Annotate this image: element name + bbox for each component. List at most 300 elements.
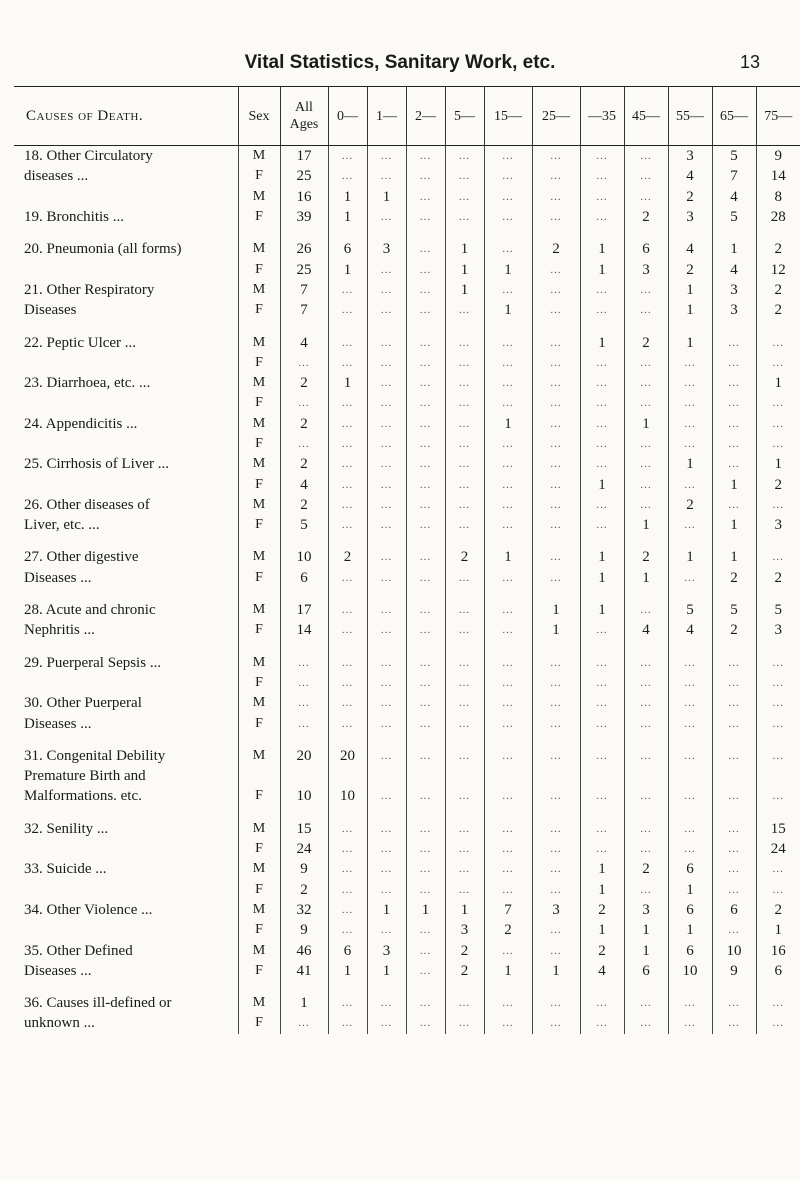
age-group-cell: ... bbox=[580, 620, 624, 640]
age-group-cell: ... bbox=[756, 993, 800, 1013]
cause-cell: 33. Suicide ... bbox=[24, 861, 107, 878]
age-group-cell: ... bbox=[406, 393, 445, 413]
age-group-cell: ... bbox=[624, 819, 668, 839]
header-age-15: 15— bbox=[484, 87, 532, 146]
sex-cell: F bbox=[238, 880, 280, 900]
age-group-cell: 1 bbox=[712, 547, 756, 567]
age-group-cell: ... bbox=[668, 474, 712, 494]
all-ages-cell bbox=[280, 641, 328, 653]
age-group-cell: ... bbox=[367, 1013, 406, 1033]
age-group-cell: ... bbox=[328, 332, 367, 352]
table-row bbox=[14, 227, 800, 239]
age-group-cell: ... bbox=[532, 434, 580, 454]
age-group-cell bbox=[712, 981, 756, 993]
sex-cell: F bbox=[238, 166, 280, 186]
sex-cell: M bbox=[238, 940, 280, 960]
age-group-cell bbox=[668, 588, 712, 600]
age-group-cell: ... bbox=[406, 280, 445, 300]
age-group-cell: ... bbox=[484, 713, 532, 733]
age-group-cell: 1 bbox=[580, 239, 624, 259]
age-group-cell: ... bbox=[668, 414, 712, 434]
header-age-75: 75— bbox=[756, 87, 800, 146]
cause-cell bbox=[14, 588, 238, 600]
age-group-cell: ... bbox=[367, 859, 406, 879]
age-group-cell bbox=[532, 807, 580, 819]
all-ages-cell: 10 bbox=[280, 547, 328, 567]
age-group-cell: ... bbox=[367, 515, 406, 535]
age-group-cell: 28 bbox=[756, 207, 800, 227]
age-group-cell: 1 bbox=[328, 259, 367, 279]
age-group-cell: ... bbox=[532, 819, 580, 839]
age-group-cell: ... bbox=[445, 207, 484, 227]
sex-cell: F bbox=[238, 713, 280, 733]
age-group-cell: 1 bbox=[367, 900, 406, 920]
age-group-cell: ... bbox=[580, 653, 624, 673]
age-group-cell: 1 bbox=[624, 920, 668, 940]
age-group-cell bbox=[445, 535, 484, 547]
age-group-cell: ... bbox=[532, 880, 580, 900]
age-group-cell bbox=[668, 641, 712, 653]
age-group-cell: ... bbox=[668, 373, 712, 393]
age-group-cell bbox=[756, 588, 800, 600]
age-group-cell: 2 bbox=[624, 332, 668, 352]
age-group-cell: ... bbox=[712, 693, 756, 713]
age-group-cell: ... bbox=[328, 713, 367, 733]
age-group-cell: ... bbox=[328, 146, 367, 167]
age-group-cell: ... bbox=[580, 515, 624, 535]
sex-cell: F bbox=[238, 259, 280, 279]
age-group-cell: 5 bbox=[712, 146, 756, 167]
age-group-cell: ... bbox=[532, 746, 580, 766]
age-group-cell: ... bbox=[580, 713, 624, 733]
age-group-cell bbox=[580, 227, 624, 239]
age-group-cell bbox=[712, 588, 756, 600]
age-group-cell: 1 bbox=[756, 373, 800, 393]
age-group-cell: ... bbox=[532, 414, 580, 434]
age-group-cell: ... bbox=[367, 454, 406, 474]
age-group-cell: ... bbox=[484, 434, 532, 454]
age-group-cell: ... bbox=[580, 993, 624, 1013]
age-group-cell: ... bbox=[367, 746, 406, 766]
age-group-cell bbox=[756, 320, 800, 332]
age-group-cell: 24 bbox=[756, 839, 800, 859]
all-ages-cell bbox=[280, 535, 328, 547]
age-group-cell bbox=[484, 588, 532, 600]
age-group-cell: ... bbox=[445, 993, 484, 1013]
age-group-cell: 2 bbox=[756, 474, 800, 494]
age-group-cell: 10 bbox=[328, 786, 367, 806]
age-group-cell: 1 bbox=[328, 187, 367, 207]
table-row bbox=[14, 300, 800, 320]
age-group-cell: ... bbox=[532, 373, 580, 393]
age-group-cell: 3 bbox=[445, 920, 484, 940]
table-row bbox=[14, 734, 800, 746]
age-group-cell: 10 bbox=[712, 940, 756, 960]
age-group-cell bbox=[406, 588, 445, 600]
age-group-cell: 16 bbox=[756, 940, 800, 960]
age-group-cell: ... bbox=[445, 373, 484, 393]
cause-cell: Diseases ... bbox=[24, 715, 92, 732]
age-group-cell: ... bbox=[484, 515, 532, 535]
age-group-cell: ... bbox=[406, 920, 445, 940]
sex-cell: F bbox=[238, 300, 280, 320]
sex-cell: F bbox=[238, 207, 280, 227]
sex-cell: M bbox=[238, 819, 280, 839]
age-group-cell bbox=[712, 641, 756, 653]
table-row bbox=[14, 434, 800, 454]
age-group-cell: ... bbox=[484, 332, 532, 352]
age-group-cell: 5 bbox=[712, 600, 756, 620]
age-group-cell bbox=[328, 535, 367, 547]
age-group-cell: ... bbox=[532, 166, 580, 186]
age-group-cell: ... bbox=[580, 300, 624, 320]
age-group-cell: ... bbox=[367, 819, 406, 839]
cause-cell: 18. Other Circulatory bbox=[24, 148, 153, 165]
age-group-cell bbox=[756, 981, 800, 993]
header-age-35: —35 bbox=[580, 87, 624, 146]
age-group-cell bbox=[328, 981, 367, 993]
age-group-cell: 6 bbox=[668, 900, 712, 920]
age-group-cell: ... bbox=[406, 746, 445, 766]
age-group-cell bbox=[532, 320, 580, 332]
age-group-cell: ... bbox=[580, 280, 624, 300]
age-group-cell: 1 bbox=[624, 414, 668, 434]
age-group-cell bbox=[406, 227, 445, 239]
age-group-cell: ... bbox=[406, 239, 445, 259]
age-group-cell: 3 bbox=[624, 900, 668, 920]
header-row bbox=[14, 87, 800, 146]
sex-cell bbox=[238, 588, 280, 600]
age-group-cell: ... bbox=[668, 568, 712, 588]
age-group-cell: ... bbox=[712, 673, 756, 693]
age-group-cell bbox=[445, 981, 484, 993]
sex-cell bbox=[238, 320, 280, 332]
age-group-cell: ... bbox=[406, 940, 445, 960]
table-row bbox=[14, 786, 800, 806]
age-group-cell: 4 bbox=[668, 620, 712, 640]
age-group-cell: 2 bbox=[445, 961, 484, 981]
cause-cell: 29. Puerperal Sepsis ... bbox=[24, 654, 162, 671]
age-group-cell: ... bbox=[445, 673, 484, 693]
age-group-cell: ... bbox=[406, 568, 445, 588]
cause-cell: Premature Birth and bbox=[24, 768, 146, 785]
table-row bbox=[14, 474, 800, 494]
age-group-cell bbox=[328, 588, 367, 600]
all-ages-cell bbox=[280, 981, 328, 993]
age-group-cell: ... bbox=[406, 713, 445, 733]
age-group-cell bbox=[406, 981, 445, 993]
age-group-cell: 5 bbox=[712, 207, 756, 227]
table-body bbox=[14, 146, 800, 1034]
age-group-cell: ... bbox=[484, 653, 532, 673]
age-group-cell: ... bbox=[367, 434, 406, 454]
age-group-cell: ... bbox=[712, 713, 756, 733]
table-row bbox=[14, 900, 800, 920]
age-group-cell: ... bbox=[532, 993, 580, 1013]
all-ages-cell: ... bbox=[280, 673, 328, 693]
cause-cell bbox=[14, 920, 238, 940]
all-ages-cell: 32 bbox=[280, 900, 328, 920]
age-group-cell: ... bbox=[624, 146, 668, 167]
age-group-cell bbox=[367, 807, 406, 819]
all-ages-cell: 4 bbox=[280, 474, 328, 494]
age-group-cell bbox=[712, 766, 756, 786]
age-group-cell bbox=[580, 766, 624, 786]
age-group-cell: ... bbox=[367, 353, 406, 373]
all-ages-cell: 6 bbox=[280, 568, 328, 588]
age-group-cell: ... bbox=[532, 187, 580, 207]
age-group-cell: ... bbox=[367, 547, 406, 567]
age-group-cell: ... bbox=[580, 693, 624, 713]
age-group-cell: 1 bbox=[580, 880, 624, 900]
age-group-cell: 5 bbox=[668, 600, 712, 620]
sex-cell bbox=[238, 734, 280, 746]
age-group-cell bbox=[445, 734, 484, 746]
age-group-cell bbox=[445, 588, 484, 600]
age-group-cell: ... bbox=[624, 495, 668, 515]
age-group-cell: ... bbox=[406, 786, 445, 806]
table-row bbox=[14, 414, 800, 434]
age-group-cell: 2 bbox=[756, 568, 800, 588]
age-group-cell: ... bbox=[445, 495, 484, 515]
header-age-65: 65— bbox=[712, 87, 756, 146]
age-group-cell: ... bbox=[624, 187, 668, 207]
age-group-cell: 2 bbox=[532, 239, 580, 259]
age-group-cell: ... bbox=[668, 819, 712, 839]
age-group-cell: 1 bbox=[445, 280, 484, 300]
age-group-cell: ... bbox=[756, 713, 800, 733]
age-group-cell: ... bbox=[532, 673, 580, 693]
age-group-cell: ... bbox=[367, 600, 406, 620]
header-age-5: 5— bbox=[445, 87, 484, 146]
age-group-cell: 1 bbox=[484, 961, 532, 981]
table-row bbox=[14, 641, 800, 653]
age-group-cell: ... bbox=[445, 819, 484, 839]
table-row bbox=[14, 807, 800, 819]
age-group-cell: ... bbox=[712, 819, 756, 839]
age-group-cell bbox=[445, 320, 484, 332]
cause-cell bbox=[14, 227, 238, 239]
age-group-cell: ... bbox=[484, 993, 532, 1013]
age-group-cell: 4 bbox=[624, 620, 668, 640]
age-group-cell: ... bbox=[712, 1013, 756, 1033]
cause-cell bbox=[14, 474, 238, 494]
age-group-cell: 4 bbox=[668, 166, 712, 186]
age-group-cell bbox=[367, 227, 406, 239]
age-group-cell: ... bbox=[406, 993, 445, 1013]
age-group-cell: ... bbox=[406, 414, 445, 434]
age-group-cell: 1 bbox=[580, 568, 624, 588]
age-group-cell: ... bbox=[367, 146, 406, 167]
age-group-cell: ... bbox=[445, 693, 484, 713]
age-group-cell: ... bbox=[532, 146, 580, 167]
all-ages-cell: 14 bbox=[280, 620, 328, 640]
age-group-cell: ... bbox=[406, 673, 445, 693]
age-group-cell: 1 bbox=[624, 568, 668, 588]
age-group-cell: ... bbox=[624, 353, 668, 373]
age-group-cell: ... bbox=[532, 920, 580, 940]
age-group-cell: ... bbox=[367, 713, 406, 733]
all-ages-cell: 5 bbox=[280, 515, 328, 535]
age-group-cell: 1 bbox=[484, 414, 532, 434]
table-row bbox=[14, 373, 800, 393]
table-row bbox=[14, 940, 800, 960]
age-group-cell: ... bbox=[624, 1013, 668, 1033]
age-group-cell: ... bbox=[328, 434, 367, 454]
age-group-cell: ... bbox=[367, 300, 406, 320]
age-group-cell: ... bbox=[532, 1013, 580, 1033]
age-group-cell: ... bbox=[624, 786, 668, 806]
age-group-cell: ... bbox=[668, 653, 712, 673]
age-group-cell: ... bbox=[484, 353, 532, 373]
cause-cell: 31. Congenital Debility bbox=[24, 747, 166, 764]
sex-cell: M bbox=[238, 693, 280, 713]
age-group-cell bbox=[406, 734, 445, 746]
age-group-cell: 2 bbox=[668, 495, 712, 515]
all-ages-cell: 9 bbox=[280, 859, 328, 879]
sex-cell bbox=[238, 766, 280, 786]
age-group-cell: 1 bbox=[445, 259, 484, 279]
age-group-cell: ... bbox=[484, 373, 532, 393]
age-group-cell: ... bbox=[484, 568, 532, 588]
age-group-cell: 3 bbox=[367, 239, 406, 259]
age-group-cell: 4 bbox=[712, 187, 756, 207]
age-group-cell: 1 bbox=[532, 600, 580, 620]
age-group-cell: ... bbox=[406, 259, 445, 279]
age-group-cell: ... bbox=[445, 653, 484, 673]
age-group-cell bbox=[756, 734, 800, 746]
age-group-cell: 6 bbox=[668, 859, 712, 879]
age-group-cell: ... bbox=[484, 207, 532, 227]
age-group-cell: ... bbox=[580, 353, 624, 373]
age-group-cell: ... bbox=[668, 393, 712, 413]
sex-cell: F bbox=[238, 568, 280, 588]
age-group-cell: ... bbox=[406, 600, 445, 620]
age-group-cell bbox=[406, 807, 445, 819]
cause-cell bbox=[14, 839, 238, 859]
cause-cell: 34. Other Violence ... bbox=[24, 901, 153, 918]
age-group-cell bbox=[756, 227, 800, 239]
age-group-cell: ... bbox=[624, 673, 668, 693]
age-group-cell: 1 bbox=[668, 454, 712, 474]
age-group-cell bbox=[367, 535, 406, 547]
cause-cell: 35. Other Defined bbox=[24, 942, 133, 959]
age-group-cell: ... bbox=[712, 454, 756, 474]
age-group-cell: ... bbox=[756, 434, 800, 454]
age-group-cell: ... bbox=[712, 920, 756, 940]
all-ages-cell: 9 bbox=[280, 920, 328, 940]
age-group-cell: 1 bbox=[580, 600, 624, 620]
age-group-cell: ... bbox=[406, 547, 445, 567]
cause-cell bbox=[14, 673, 238, 693]
age-group-cell bbox=[756, 766, 800, 786]
age-group-cell: ... bbox=[484, 940, 532, 960]
age-group-cell: ... bbox=[328, 1013, 367, 1033]
age-group-cell: 2 bbox=[445, 940, 484, 960]
age-group-cell: 1 bbox=[712, 515, 756, 535]
age-group-cell: ... bbox=[624, 993, 668, 1013]
all-ages-cell: 20 bbox=[280, 746, 328, 766]
all-ages-cell: 2 bbox=[280, 373, 328, 393]
age-group-cell bbox=[712, 535, 756, 547]
age-group-cell: ... bbox=[328, 693, 367, 713]
age-group-cell: 1 bbox=[328, 207, 367, 227]
age-group-cell: ... bbox=[484, 393, 532, 413]
age-group-cell: ... bbox=[367, 280, 406, 300]
age-group-cell: 6 bbox=[712, 900, 756, 920]
header-sex: Sex bbox=[238, 87, 280, 146]
age-group-cell: ... bbox=[668, 713, 712, 733]
cause-cell: 30. Other Puerperal bbox=[24, 695, 142, 712]
table-row bbox=[14, 166, 800, 186]
table-row bbox=[14, 535, 800, 547]
age-group-cell: ... bbox=[406, 454, 445, 474]
age-group-cell: 9 bbox=[712, 961, 756, 981]
age-group-cell: ... bbox=[532, 259, 580, 279]
age-group-cell: 1 bbox=[328, 373, 367, 393]
age-group-cell: ... bbox=[580, 495, 624, 515]
age-group-cell: 2 bbox=[756, 239, 800, 259]
table-row bbox=[14, 839, 800, 859]
age-group-cell: 1 bbox=[367, 187, 406, 207]
age-group-cell: ... bbox=[532, 454, 580, 474]
age-group-cell bbox=[532, 766, 580, 786]
age-group-cell: ... bbox=[712, 859, 756, 879]
age-group-cell: ... bbox=[712, 880, 756, 900]
age-group-cell bbox=[484, 227, 532, 239]
age-group-cell: 9 bbox=[756, 146, 800, 167]
age-group-cell: 1 bbox=[624, 515, 668, 535]
age-group-cell: ... bbox=[712, 434, 756, 454]
age-group-cell: ... bbox=[532, 207, 580, 227]
sex-cell: M bbox=[238, 547, 280, 567]
age-group-cell: ... bbox=[328, 300, 367, 320]
age-group-cell bbox=[624, 588, 668, 600]
age-group-cell: ... bbox=[367, 207, 406, 227]
age-group-cell: ... bbox=[406, 166, 445, 186]
cause-cell: 25. Cirrhosis of Liver ... bbox=[24, 456, 169, 473]
age-group-cell: ... bbox=[756, 746, 800, 766]
age-group-cell bbox=[484, 981, 532, 993]
age-group-cell bbox=[532, 981, 580, 993]
age-group-cell bbox=[532, 227, 580, 239]
sex-cell: M bbox=[238, 414, 280, 434]
age-group-cell bbox=[756, 641, 800, 653]
age-group-cell: ... bbox=[445, 568, 484, 588]
sex-cell bbox=[238, 981, 280, 993]
age-group-cell: 1 bbox=[445, 239, 484, 259]
age-group-cell: 1 bbox=[624, 940, 668, 960]
table-row bbox=[14, 187, 800, 207]
table-row bbox=[14, 547, 800, 567]
age-group-cell: ... bbox=[668, 515, 712, 535]
sex-cell: F bbox=[238, 786, 280, 806]
age-group-cell: ... bbox=[484, 1013, 532, 1033]
cause-cell: 19. Bronchitis ... bbox=[24, 209, 124, 226]
age-group-cell: ... bbox=[484, 673, 532, 693]
table-row bbox=[14, 146, 800, 167]
age-group-cell: ... bbox=[445, 454, 484, 474]
age-group-cell: ... bbox=[532, 474, 580, 494]
age-group-cell bbox=[668, 807, 712, 819]
age-group-cell bbox=[532, 588, 580, 600]
age-group-cell bbox=[532, 641, 580, 653]
age-group-cell: ... bbox=[532, 786, 580, 806]
age-group-cell: ... bbox=[624, 373, 668, 393]
age-group-cell: ... bbox=[445, 332, 484, 352]
age-group-cell: ... bbox=[367, 839, 406, 859]
table-row bbox=[14, 393, 800, 413]
